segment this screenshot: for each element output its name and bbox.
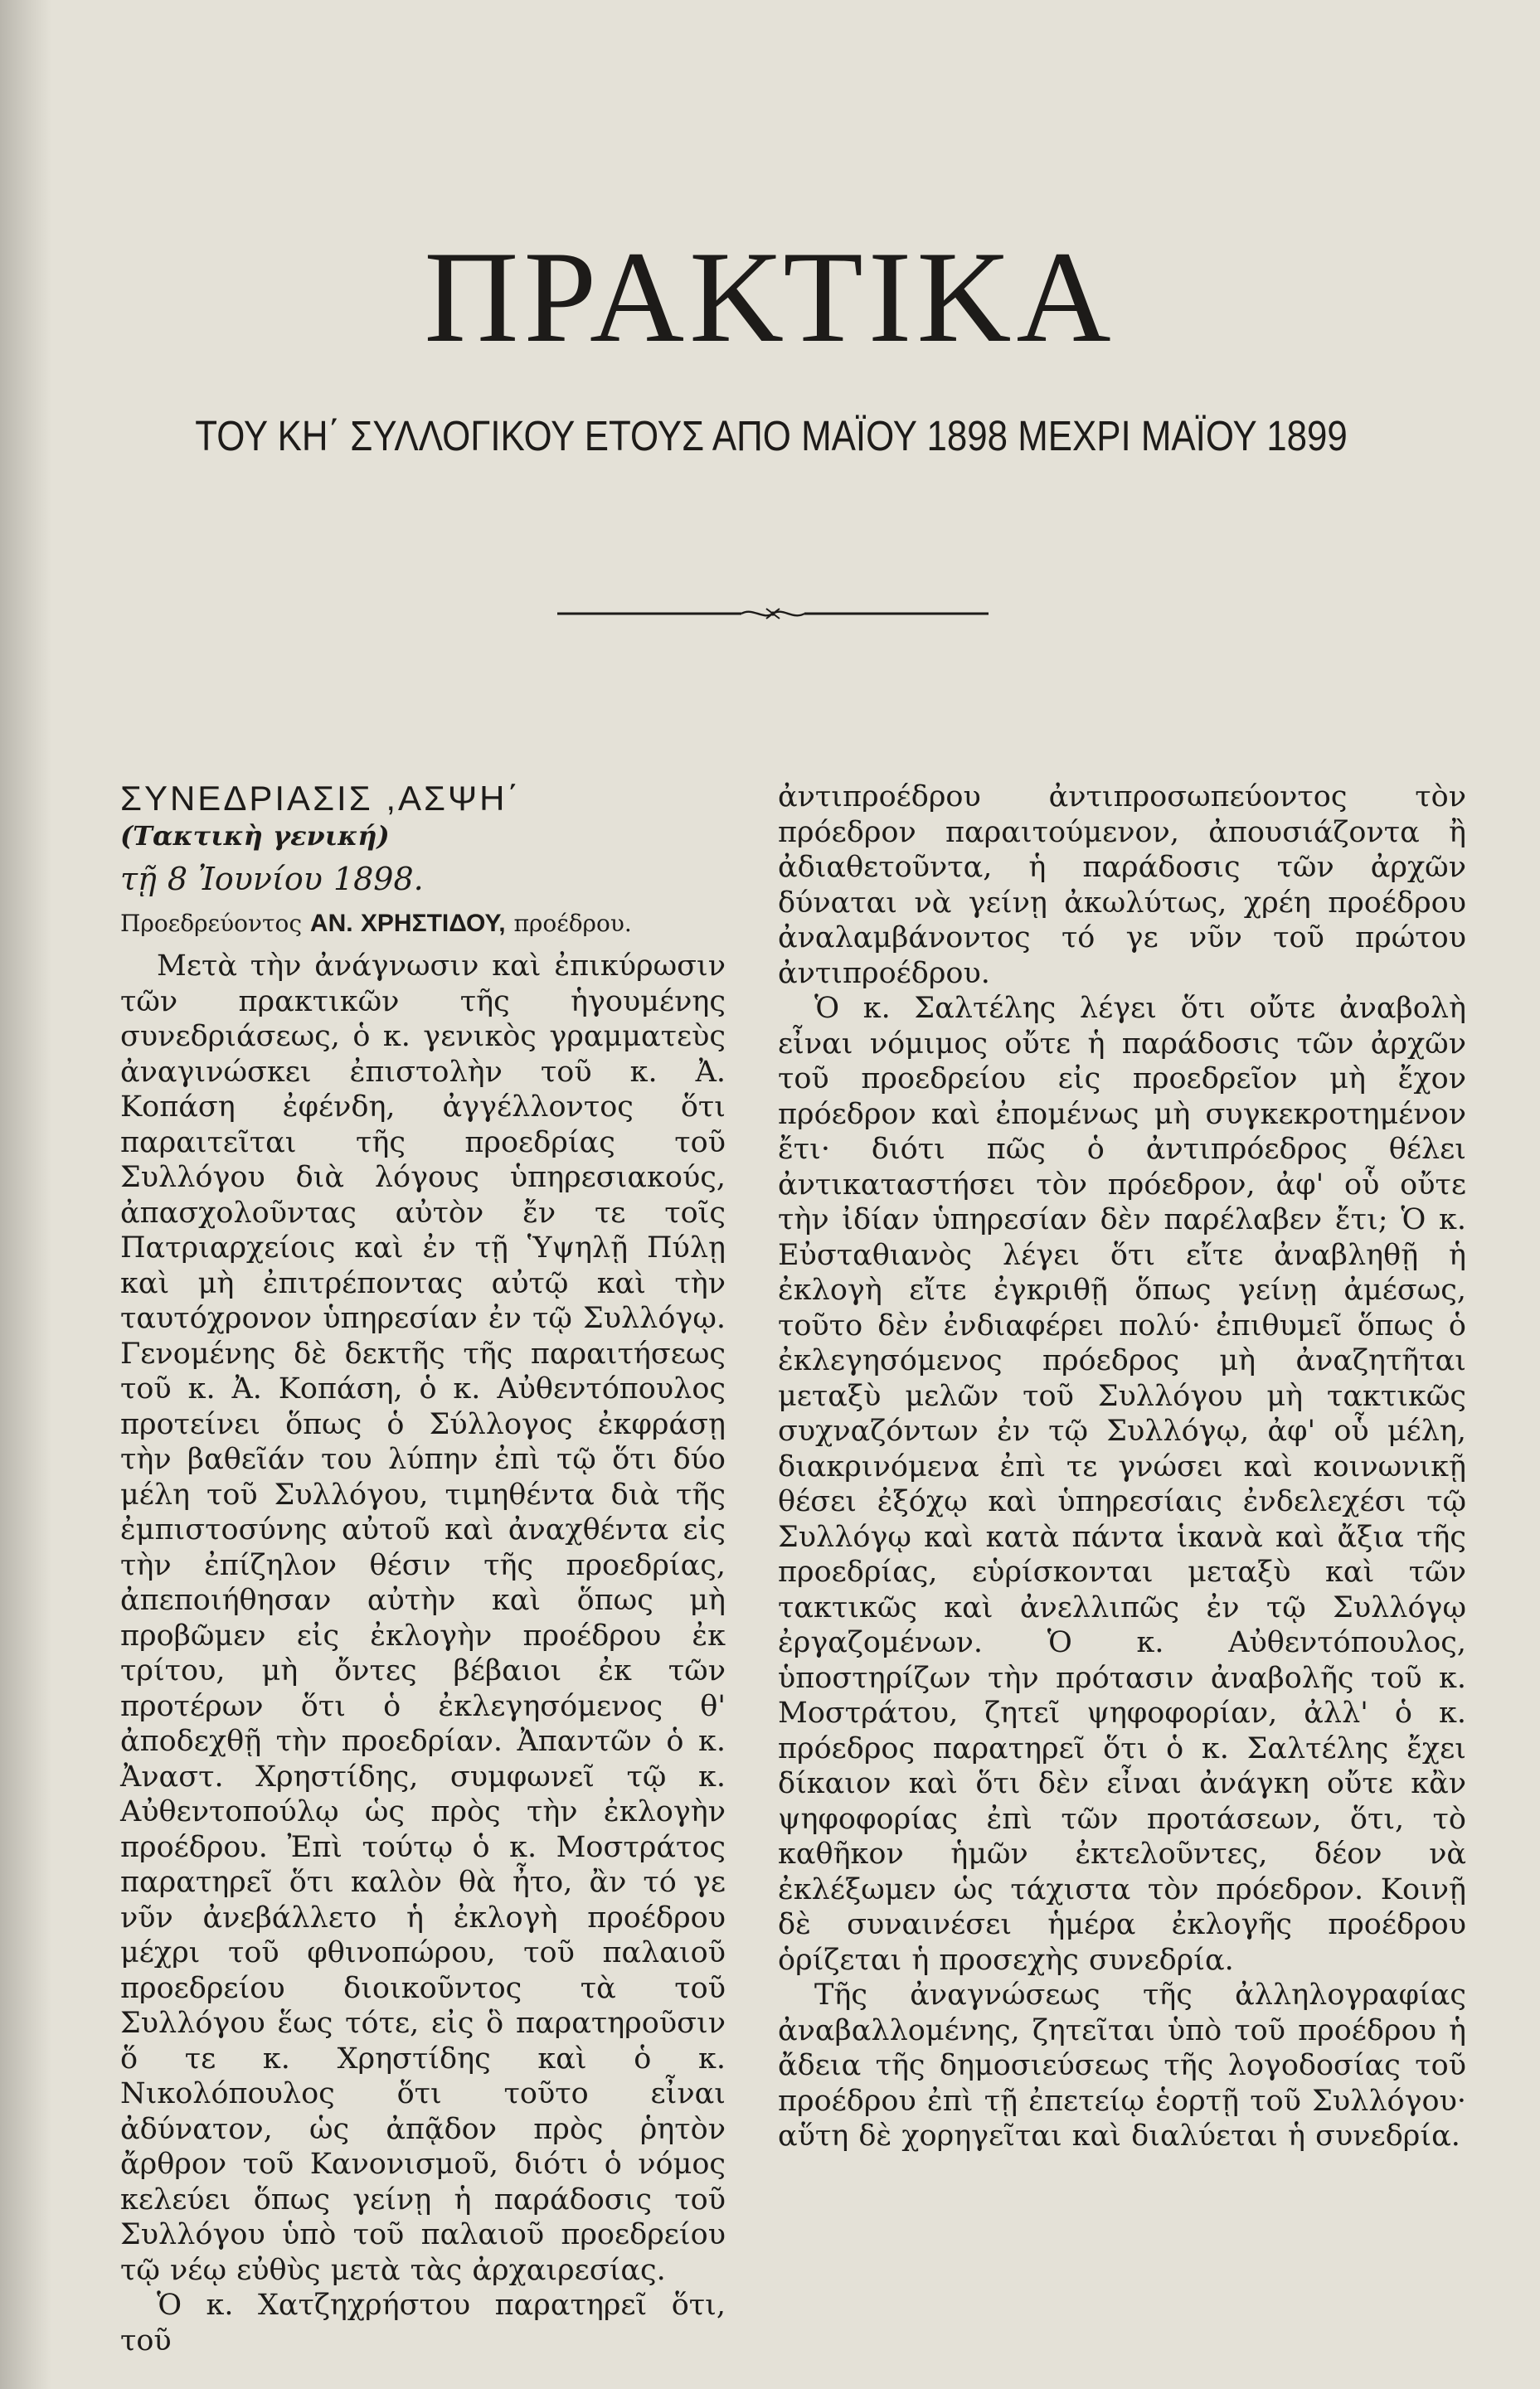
left-column (120, 779, 726, 2358)
left-paragraph-2: Ὁ κ. Χατζηχρήστου παρατηρεῖ ὅτι, τοῦ (120, 2289, 726, 2357)
page-subtitle: ΤΟΥ ΚΗ΄ ΣΥΛΛΟΓΙΚΟΥ ΕΤΟΥΣ ΑΠΟ ΜΑΪΟΥ 1898 ΜΕΧΡΙ ΜΑΪΟΥ 1899 (195, 412, 1348, 459)
session-heading: ΣΥΝΕΔΡΙΑΣΙΣ ,ΑΣΨΗ΄ (120, 779, 522, 818)
session-date: τῇ 8 Ἰουνίου 1898. (120, 861, 424, 897)
right-paragraph-1: ἀντιπροέδρου ἀντιπροσωπεύοντος τὸν πρόεδρον παραιτούμενον, ἀπουσιάζοντα ἢ ἀδιαθετοῦντα, ἡ παράδοσις τῶν ἀρχῶν δύναται νὰ γείνῃ ἀκωλύτως, χρέη προέδρου ἀναλαμβάνοντος τό γε νῦν τοῦ πρώτου ἀντιπροέδρου. (778, 780, 1466, 990)
left-paragraph-1: Μετὰ τὴν ἀνάγνωσιν καὶ ἐπικύρωσιν τῶν πρακτικῶν τῆς ἡγουμένης συνεδριάσεως, ὁ κ. γενικὸς γραμματεὺς ἀναγινώσκει ἐπιστολὴν τοῦ κ. Ἀ. Κοπάση ἐφένδη, ἀγγέλλοντος ὅτι παραιτεῖται τῆς προεδρίας τοῦ Συλλόγου διὰ λόγους ὑπηρεσιακούς, ἀπασχολοῦντας αὐτὸν ἔν τε τοῖς Πατριαρχείοις καὶ ἐν τῇ Ὑψηλῇ Πύλῃ καὶ μὴ ἐπιτρέποντας αὐτῷ καὶ τὴν ταυτόχρονον ὑπηρεσίαν ἐν τῷ Συλλόγῳ. Γενομένης δὲ δεκτῆς τῆς παραιτήσεως τοῦ κ. Ἀ. Κοπάση, ὁ κ. Αὐθεντόπουλος προτείνει ὅπως ὁ Σύλλογος ἐκφράσῃ τὴν βαθεῖάν του λύπην ἐπὶ τῷ ὅτι δύο μέλη τοῦ Συλλόγου, τιμηθέντα διὰ τῆς ἐμπιστοσύνης αὐτοῦ καὶ ἀναχθέντα εἰς τὴν ἐπίζηλον θέσιν τῆς προεδρίας, ἀπεποιήθησαν αὐτὴν καὶ ὅπως μὴ προβῶμεν εἰς ἐκλογὴν προέδρου ἐκ τρίτου, μὴ ὄντες βέβαιοι ἐκ τῶν προτέρων ὅτι ὁ ἐκλεγησόμενος θ' ἀποδεχθῇ τὴν προεδρίαν. Ἀπαντῶν ὁ κ. Ἀναστ. Χρηστίδης, συμφωνεῖ τῷ κ. Αὐθεντοπούλῳ ὡς πρὸς τὴν ἐκλογὴν προέδρου. Ἐπὶ τούτῳ ὁ κ. Μοστράτος παρατηρεῖ ὅτι καλὸν θὰ ἦτο, ἂν τό γε νῦν ἀνεβάλλετο ἡ ἐκλογὴ προέδρου μέχρι τοῦ φθινοπώρου, τοῦ παλαιοῦ προεδρείου διοικοῦντος τὰ τοῦ Συλλόγου ἕως τότε, εἰς ὃ παρατηροῦσιν ὅ τε κ. Χρηστίδης καὶ ὁ κ. Νικολόπουλος ὅτι τοῦτο εἶναι ἀδύνατον, ὡς ἀπᾷδον πρὸς ῥητὸν ἄρθρον τοῦ Κανονισμοῦ, διότι ὁ νόμος κελεύει ὅπως γείνῃ ἡ παράδοσις τοῦ Συλλόγου ὑπὸ τοῦ παλαιοῦ προεδρείου τῷ νέῳ εὐθὺς μετὰ τὰς ἀρχαιρεσίας. (120, 949, 726, 2287)
right-column (778, 779, 1466, 2154)
ornament-divider (557, 604, 989, 624)
presided-suffix: προέδρου. (513, 910, 632, 937)
right-paragraph-2: Ὁ κ. Σαλτέλης λέγει ὅτι οὔτε ἀναβολὴ εἶναι νόμιμος οὔτε ἡ παράδοσις τῶν ἀρχῶν τοῦ προεδρείου εἰς προεδρεῖον μὴ ἔχον πρόεδρον καὶ ἐπομένως μὴ συγκεκροτημένον ἔτι· διότι πῶς ὁ ἀντιπρόεδρος θέλει ἀντικαταστήσει τὸν πρόεδρον, ἀφ' οὗ οὔτε τὴν ἰδίαν ὑπηρεσίαν δὲν παρέλαβεν ἔτι; Ὁ κ. Εὐσταθιανὸς λέγει ὅτι εἴτε ἀναβληθῇ ἡ ἐκλογὴ εἴτε ἐγκριθῇ ὅπως γείνῃ ἀμέσως, τοῦτο δὲν ἐνδιαφέρει πολύ· ἐπιθυμεῖ ὅπως ὁ ἐκλεγησόμενος πρόεδρος μὴ ἀναζητῆται μεταξὺ μελῶν τοῦ Συλλόγου μὴ τακτικῶς συχναζόντων ἐν τῷ Συλλόγῳ, ἀφ' οὗ μέλη, διακρινόμενα ἐπὶ τε γνώσει καὶ κοινωνικῇ θέσει ἐξόχῳ καὶ ὑπηρεσίαις ἐνδελεχέσι τῷ Συλλόγῳ καὶ κατὰ πάντα ἱκανὰ καὶ ἄξια τῆς προεδρίας, εὑρίσκονται μεταξὺ καὶ τῶν τακτικῶς καὶ ἀνελλιπῶς ἐν τῷ Συλλόγῳ ἐργαζομένων. Ὁ κ. Αὐθεντόπουλος, ὑποστηρίζων τὴν πρότασιν ἀναβολῆς τοῦ κ. Μοστράτου, ζητεῖ ψηφοφορίαν, ἀλλ' ὁ κ. πρόεδρος παρατηρεῖ ὅτι ὁ κ. Σαλτέλης ἔχει δίκαιον καὶ ὅτι δὲν εἶναι ἀνάγκη οὔτε κἂν ψηφοφορίας ἐπὶ τῶν προτάσεων, ὅτι, τὸ καθῆκον ἡμῶν ἐκτελοῦντες, δέον νὰ ἐκλέξωμεν ὡς τάχιστα τὸν πρόεδρον. Κοινῇ δὲ συναινέσει ἡμέρα ἐκλογῆς προέδρου ὁρίζεται ἡ προσεχὴς συνεδρία. (778, 992, 1466, 1977)
presided-name: ΑΝ. ΧΡΗΣΤΙΔΟΥ, (309, 910, 506, 937)
presided-line (120, 904, 726, 944)
session-type: (Τακτικὴ γενική) (120, 820, 390, 852)
right-paragraph-3: Τῆς ἀναγνώσεως τῆς ἀλληλογραφίας ἀναβαλλομένης, ζητεῖται ὑπὸ τοῦ προέδρου ἡ ἄδεια τῆς δημοσιεύσεως τῆς λογοδοσίας τοῦ προέδρου ἐπὶ τῇ ἐπετείῳ ἑορτῇ τοῦ Συλλόγου· αὕτη δὲ χορηγεῖται καὶ διαλύεται ἡ συνεδρία. (778, 1979, 1466, 2153)
page-title: ΠΡΑΚΤΙΚΑ (424, 225, 1116, 370)
presided-prefix: Προεδρεύοντος (120, 910, 302, 937)
